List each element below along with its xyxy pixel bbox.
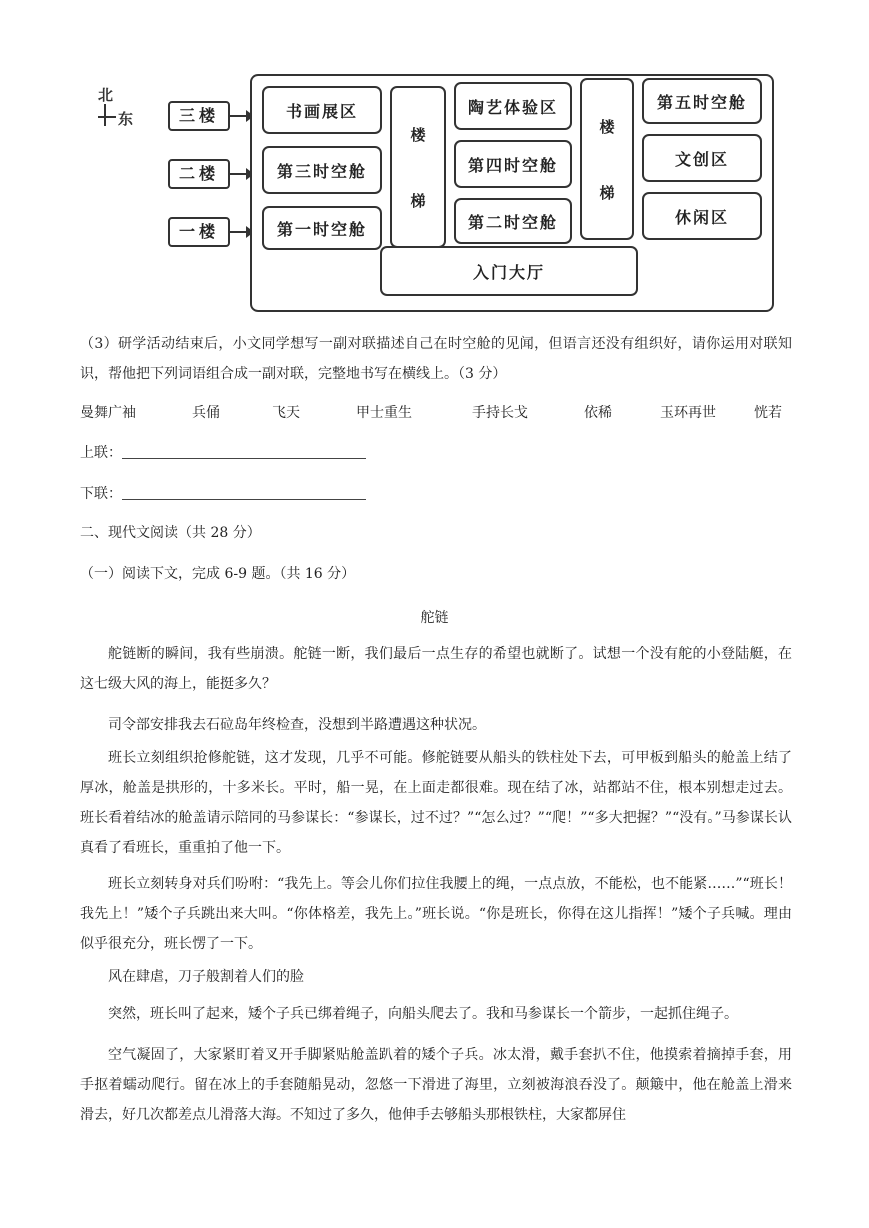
compass-east-label: 东 [118,110,134,128]
word-bank [80,402,792,422]
word-item: 甲士重生 [356,405,412,421]
word-item: 依稀 [584,405,612,421]
room-pod-5: 第五时空舱 [642,78,762,124]
room-pod-1: 第一时空舱 [262,206,382,250]
room-lobby: 入门大厅 [380,246,638,296]
room-calligraphy: 书画展区 [262,86,382,134]
stairs-left-char-2: 梯 [410,192,426,210]
word-item: 曼舞广袖 [80,405,136,421]
floor-arrow-2 [228,173,252,175]
floor-arrow-1 [228,231,252,233]
floor-tag-2: 二楼 [168,159,230,189]
compass [94,88,146,138]
stairs-right-char-1: 楼 [599,118,615,136]
upper-couplet-label: 上联： [80,445,122,461]
floor-arrow-3 [228,115,252,117]
word-item: 兵俑 [192,405,220,421]
compass-horizontal-line [98,116,116,118]
word-item: 玉环再世 [660,405,716,421]
stairs-left-char-1: 楼 [410,126,426,144]
section-2-sub-heading: （一）阅读下文，完成 6-9 题。（共 16 分） [80,566,356,582]
article-paragraph-3: 班长立刻组织抢修舵链，这才发现，几乎不可能。修舵链要从船头的铁柱处下去，可甲板到船头的舱盖上结了厚冰，舱盖是拱形的，十多米长。平时，船一晃，在上面走都很难。现在结了冰，站都站不住，根本别想走过去。班长看着结冰的舱盖请示陪同的马参谋长：“参谋长，过不过？”“怎么过？”“爬！”“多大把握？”“没有。”马参谋长认真看了看班长，重重拍了他一下。 [80,750,792,856]
floor-tag-1: 一楼 [168,217,230,247]
lower-couplet-label: 下联： [80,486,122,502]
compass-north-label: 北 [98,86,114,104]
word-item: 飞天 [272,405,300,421]
article-paragraph-5: 风在肆虐，刀子般割着人们的脸 [108,969,304,985]
room-pottery: 陶艺体验区 [454,82,572,130]
upper-couplet-row [80,443,366,463]
lower-couplet-blank[interactable] [122,485,366,500]
article-paragraph-1: 舵链断的瞬间，我有些崩溃。舵链一断，我们最后一点生存的希望也就断了。试想一个没有舵的小登陆艇，在这七级大风的海上，能挺多久？ [80,646,792,692]
room-leisure: 休闲区 [642,192,762,240]
stairs-right-char-2: 梯 [599,184,615,202]
stairs-right [580,78,634,240]
article-paragraph-7: 空气凝固了，大家紧盯着叉开手脚紧贴舱盖趴着的矮个子兵。冰太滑，戴手套扒不住，他摸索着摘掉手套，用手抠着蠕动爬行。留在冰上的手套随船晃动，忽悠一下滑进了海里，立刻被海浪吞没了。颠簸中，他在舱盖上滑来滑去，好几次都差点儿滑落大海。不知过了多久，他伸手去够船头那根铁柱，大家都屏住 [80,1047,792,1123]
article-title: 舵链 [420,610,449,626]
word-item: 手持长戈 [472,405,528,421]
article-paragraph-6: 突然，班长叫了起来，矮个子兵已绑着绳子，向船头爬去了。我和马参谋长一个箭步，一起抓住绳子。 [108,1006,738,1022]
stairs-left [390,86,446,248]
room-pod-4: 第四时空舱 [454,140,572,188]
room-pod-3: 第三时空舱 [262,146,382,194]
article-paragraph-2: 司令部安排我去石砬岛年终检查，没想到半路遭遇这种状况。 [108,717,486,733]
article-paragraph-4: 班长立刻转身对兵们吩咐：“我先上。等会儿你们拉住我腰上的绳，一点点放，不能松，也不能紧……”“班长！我先上！”矮个子兵跳出来大叫。“你体格差，我先上。”班长说。“你是班长，你得在这儿指挥！”矮个子兵喊。理由似乎很充分，班长愣了一下。 [80,876,792,952]
compass-vertical-line [104,104,106,126]
upper-couplet-blank[interactable] [122,444,366,459]
lower-couplet-row [80,484,366,504]
section-2-heading: 二、现代文阅读（共 28 分） [80,525,261,541]
question-3-prompt: （3）研学活动结束后，小文同学想写一副对联描述自己在时空舱的见闻，但语言还没有组织好，请你运用对联知识，帮他把下列词语组合成一副对联，完整地书写在横线上。（3 分） [80,336,792,382]
floor-tag-3: 三楼 [168,101,230,131]
room-pod-2: 第二时空舱 [454,198,572,244]
word-item: 恍若 [754,405,782,421]
room-creative: 文创区 [642,134,762,182]
